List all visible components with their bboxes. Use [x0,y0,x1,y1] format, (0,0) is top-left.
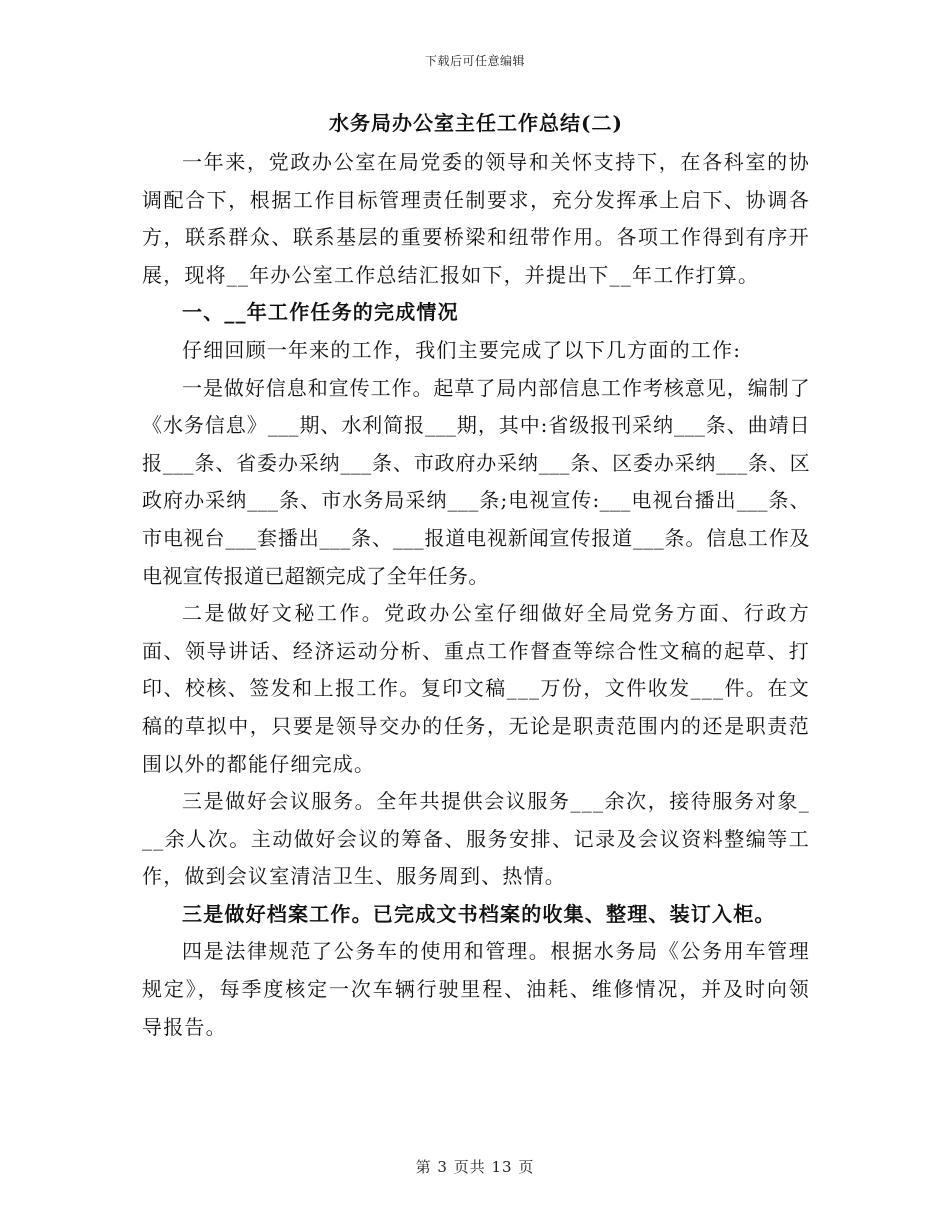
info-publicity-paragraph: 一是做好信息和宣传工作。起草了局内部信息工作考核意见，编制了《水务信息》___期、水利简报___期，其中:省级报刊采纳___条、曲靖日报___条、省委办采纳___条、市政府办采纳___条、区委办采纳___条、区政府办采纳___条、市水务局采纳___条;电视宣传:___电视台播出___条、市电视台___套播出___条、___报道电视新闻宣传报道___条。信息工作及电视宣传报道已超额完成了全年任务。 [142,375,810,588]
page-number: 第 3 页共 13 页 [415,1158,535,1176]
intro-paragraph: 一年来，党政办公室在局党委的领导和关怀支持下，在各科室的协调配合下，根据工作目标管理责任制要求，充分发挥承上启下、协调各方，联系群众、联系基层的重要桥梁和纽带作用。各项工作得到有序开展，现将__年办公室工作总结汇报如下，并提出下__年工作打算。 [142,150,810,287]
header-note: 下载后可任意编辑 [424,54,525,68]
document-body [142,108,810,1046]
meeting-service-paragraph: 三是做好会议服务。全年共提供会议服务___余次，接待服务对象___余人次。主动做好会议的筹备、服务安排、记录及会议资料整编等工作，做到会议室清洁卫生、服务周到、热情。 [142,789,810,889]
document-title: 水务局办公室主任工作总结(二) [329,111,623,135]
review-paragraph: 仔细回顾一年来的工作，我们主要完成了以下几方面的工作: [182,337,742,362]
section-heading: 一、__年工作任务的完成情况 [182,300,459,325]
secretarial-paragraph: 二是做好文秘工作。党政办公室仔细做好全局党务方面、行政方面、领导讲话、经济运动分析、重点工作督查等综合性文稿的起草、打印、校核、签发和上报工作。复印文稿___万份，文件收发___件。在文稿的草拟中，只要是领导交办的任务，无论是职责范围内的还是职责范围以外的都能仔细完成。 [142,601,810,776]
archive-paragraph: 三是做好档案工作。已完成文书档案的收集、整理、装订入柜。 [182,901,776,926]
vehicle-management-paragraph: 四是法律规范了公务车的使用和管理。根据水务局《公务用车管理规定》，每季度核定一次车辆行驶里程、油耗、维修情况，并及时向领导报告。 [142,939,810,1039]
